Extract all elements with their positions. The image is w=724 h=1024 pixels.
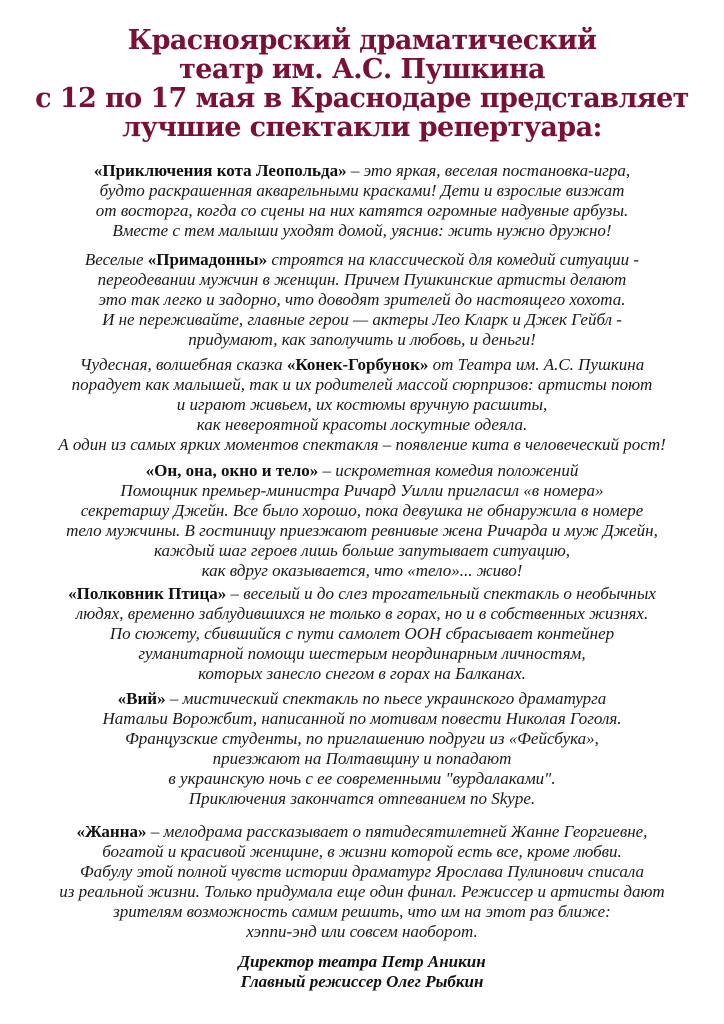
line-suffix: – мелодрама рассказывает о пятидесятилетней Жанне Георгиевне, bbox=[146, 822, 648, 841]
play-name: «Полковник Птица» bbox=[68, 584, 227, 603]
description-line: богатой и красивой женщине, в жизни которой есть все, кроме любви. bbox=[102, 842, 622, 861]
signatures bbox=[0, 952, 724, 992]
description-line: и играют живьем, их костюмы вручную расшиты, bbox=[176, 395, 548, 414]
title-line-1: Красноярский драматический bbox=[127, 25, 597, 56]
description-line: зрителям возможность самим решить, что им на этот раз ближе: bbox=[113, 902, 611, 921]
description-line bbox=[0, 461, 724, 481]
description-line: По сюжету, сбившийся с пути самолет ООН сбрасывает контейнер bbox=[109, 624, 615, 643]
play-name: «Приключения кота Леопольда» bbox=[93, 161, 347, 180]
play-description bbox=[0, 689, 724, 809]
description-line: гуманитарной помощи шестерым неординарным личностям, bbox=[138, 644, 586, 663]
description-line bbox=[0, 822, 724, 842]
description-line: каждый шаг героев лишь больше запутывает ситуацию, bbox=[154, 541, 570, 560]
description-line: секретаршу Джейн. Все было хорошо, пока девушка не обнаружила в номере bbox=[80, 501, 644, 520]
play-name: «Он, она, окно и тело» bbox=[145, 461, 319, 480]
description-line: Помощник премьер-министра Ричард Уилли пригласил «в номера» bbox=[120, 481, 604, 500]
description-line: как вдруг оказывается, что «тело»... живо! bbox=[201, 561, 523, 580]
play-name: «Конек-Горбунок» bbox=[286, 355, 429, 374]
description-line: А один из самых ярких моментов спектакля – появление кита в человеческий рост! bbox=[58, 435, 666, 454]
description-line: переодевании мужчин в женщин. Причем Пушкинские артисты делают bbox=[97, 270, 627, 289]
description-line: из реальной жизни. Только придумала еще один финал. Режиссер и артисты дают bbox=[59, 882, 665, 901]
description-line: в украинскую ночь с ее современными "вурдалаками". bbox=[168, 769, 556, 788]
description-line: И не переживайте, главные герои — актеры Лео Кларк и Джек Гейбл - bbox=[102, 310, 622, 329]
title-line-4: лучшие спектакли репертуара: bbox=[122, 112, 602, 143]
description-line: Французские студенты, по приглашению подруги из «Фейсбука», bbox=[125, 729, 599, 748]
director-signature: Директор театра Петр Аникин bbox=[238, 952, 486, 971]
line-suffix: – искрометная комедия положений bbox=[318, 461, 579, 480]
line-suffix: – мистический спектакль по пьесе украинского драматурга bbox=[165, 689, 607, 708]
play-name: «Примадонны» bbox=[147, 250, 268, 269]
description-line: тело мужчины. В гостиницу приезжают ревнивые жена Ричарда и муж Джейн, bbox=[66, 521, 658, 540]
description-line bbox=[0, 689, 724, 709]
description-line: придумают, как заполучить и любовь, и деньги! bbox=[188, 330, 536, 349]
line-prefix: Веселые bbox=[84, 250, 148, 269]
play-name: «Вий» bbox=[117, 689, 166, 708]
description-line: Фабулу этой полной чувств истории драматург Ярослава Пулинович списала bbox=[80, 862, 644, 881]
line-suffix: – это яркая, веселая постановка-игра, bbox=[346, 161, 631, 180]
description-line: людях, временно заблудившихся не только в горах, но и в собственных жизнях. bbox=[75, 604, 649, 623]
description-line: хэппи-энд или совсем наоборот. bbox=[246, 922, 478, 941]
description-line: будто раскрашенная акварельными красками! Дети и взрослые визжат bbox=[99, 181, 625, 200]
line-suffix: строятся на классической для комедий ситуации - bbox=[267, 250, 640, 269]
description-line bbox=[0, 584, 724, 604]
poster-title bbox=[0, 26, 724, 142]
description-line bbox=[0, 161, 724, 181]
description-line: это так легко и задорно, что доводят зрителей до настоящего хохота. bbox=[98, 290, 626, 309]
description-line: которых занесло снегом в горах на Балканах. bbox=[198, 664, 526, 683]
description-line: порадует как малышей, так и их родителей массой сюрпризов: артисты поют bbox=[71, 375, 653, 394]
play-description bbox=[0, 584, 724, 684]
description-line bbox=[0, 250, 724, 270]
description-line: Приключения закончатся отпеванием по Skype. bbox=[188, 789, 536, 808]
description-line: как невероятной красоты лоскутные одеяла. bbox=[196, 415, 528, 434]
play-description bbox=[0, 822, 724, 942]
description-line: от восторга, когда со сцены на них катятся огромные надувные арбузы. bbox=[95, 201, 629, 220]
line-suffix: от Театра им. А.С. Пушкина bbox=[428, 355, 645, 374]
title-line-2: театр им. А.С. Пушкина bbox=[179, 54, 545, 85]
play-description bbox=[0, 161, 724, 241]
chief-director-signature: Главный режиссер Олег Рыбкин bbox=[240, 972, 484, 991]
description-line: приезжают на Полтавщину и попадают bbox=[212, 749, 512, 768]
play-description bbox=[0, 355, 724, 455]
play-description bbox=[0, 250, 724, 350]
line-prefix: Чудесная, волшебная сказка bbox=[79, 355, 287, 374]
description-line: Вместе с тем малыши уходят домой, уяснив: жить нужно дружно! bbox=[112, 221, 612, 240]
title-line-3: с 12 по 17 мая в Краснодаре представляет bbox=[35, 83, 689, 114]
play-description bbox=[0, 461, 724, 581]
line-suffix: – веселый и до слез трогательный спектакль о необычных bbox=[226, 584, 656, 603]
description-line: Натальи Ворожбит, написанной по мотивам повести Николая Гоголя. bbox=[102, 709, 622, 728]
description-line bbox=[0, 355, 724, 375]
play-name: «Жанна» bbox=[76, 822, 147, 841]
